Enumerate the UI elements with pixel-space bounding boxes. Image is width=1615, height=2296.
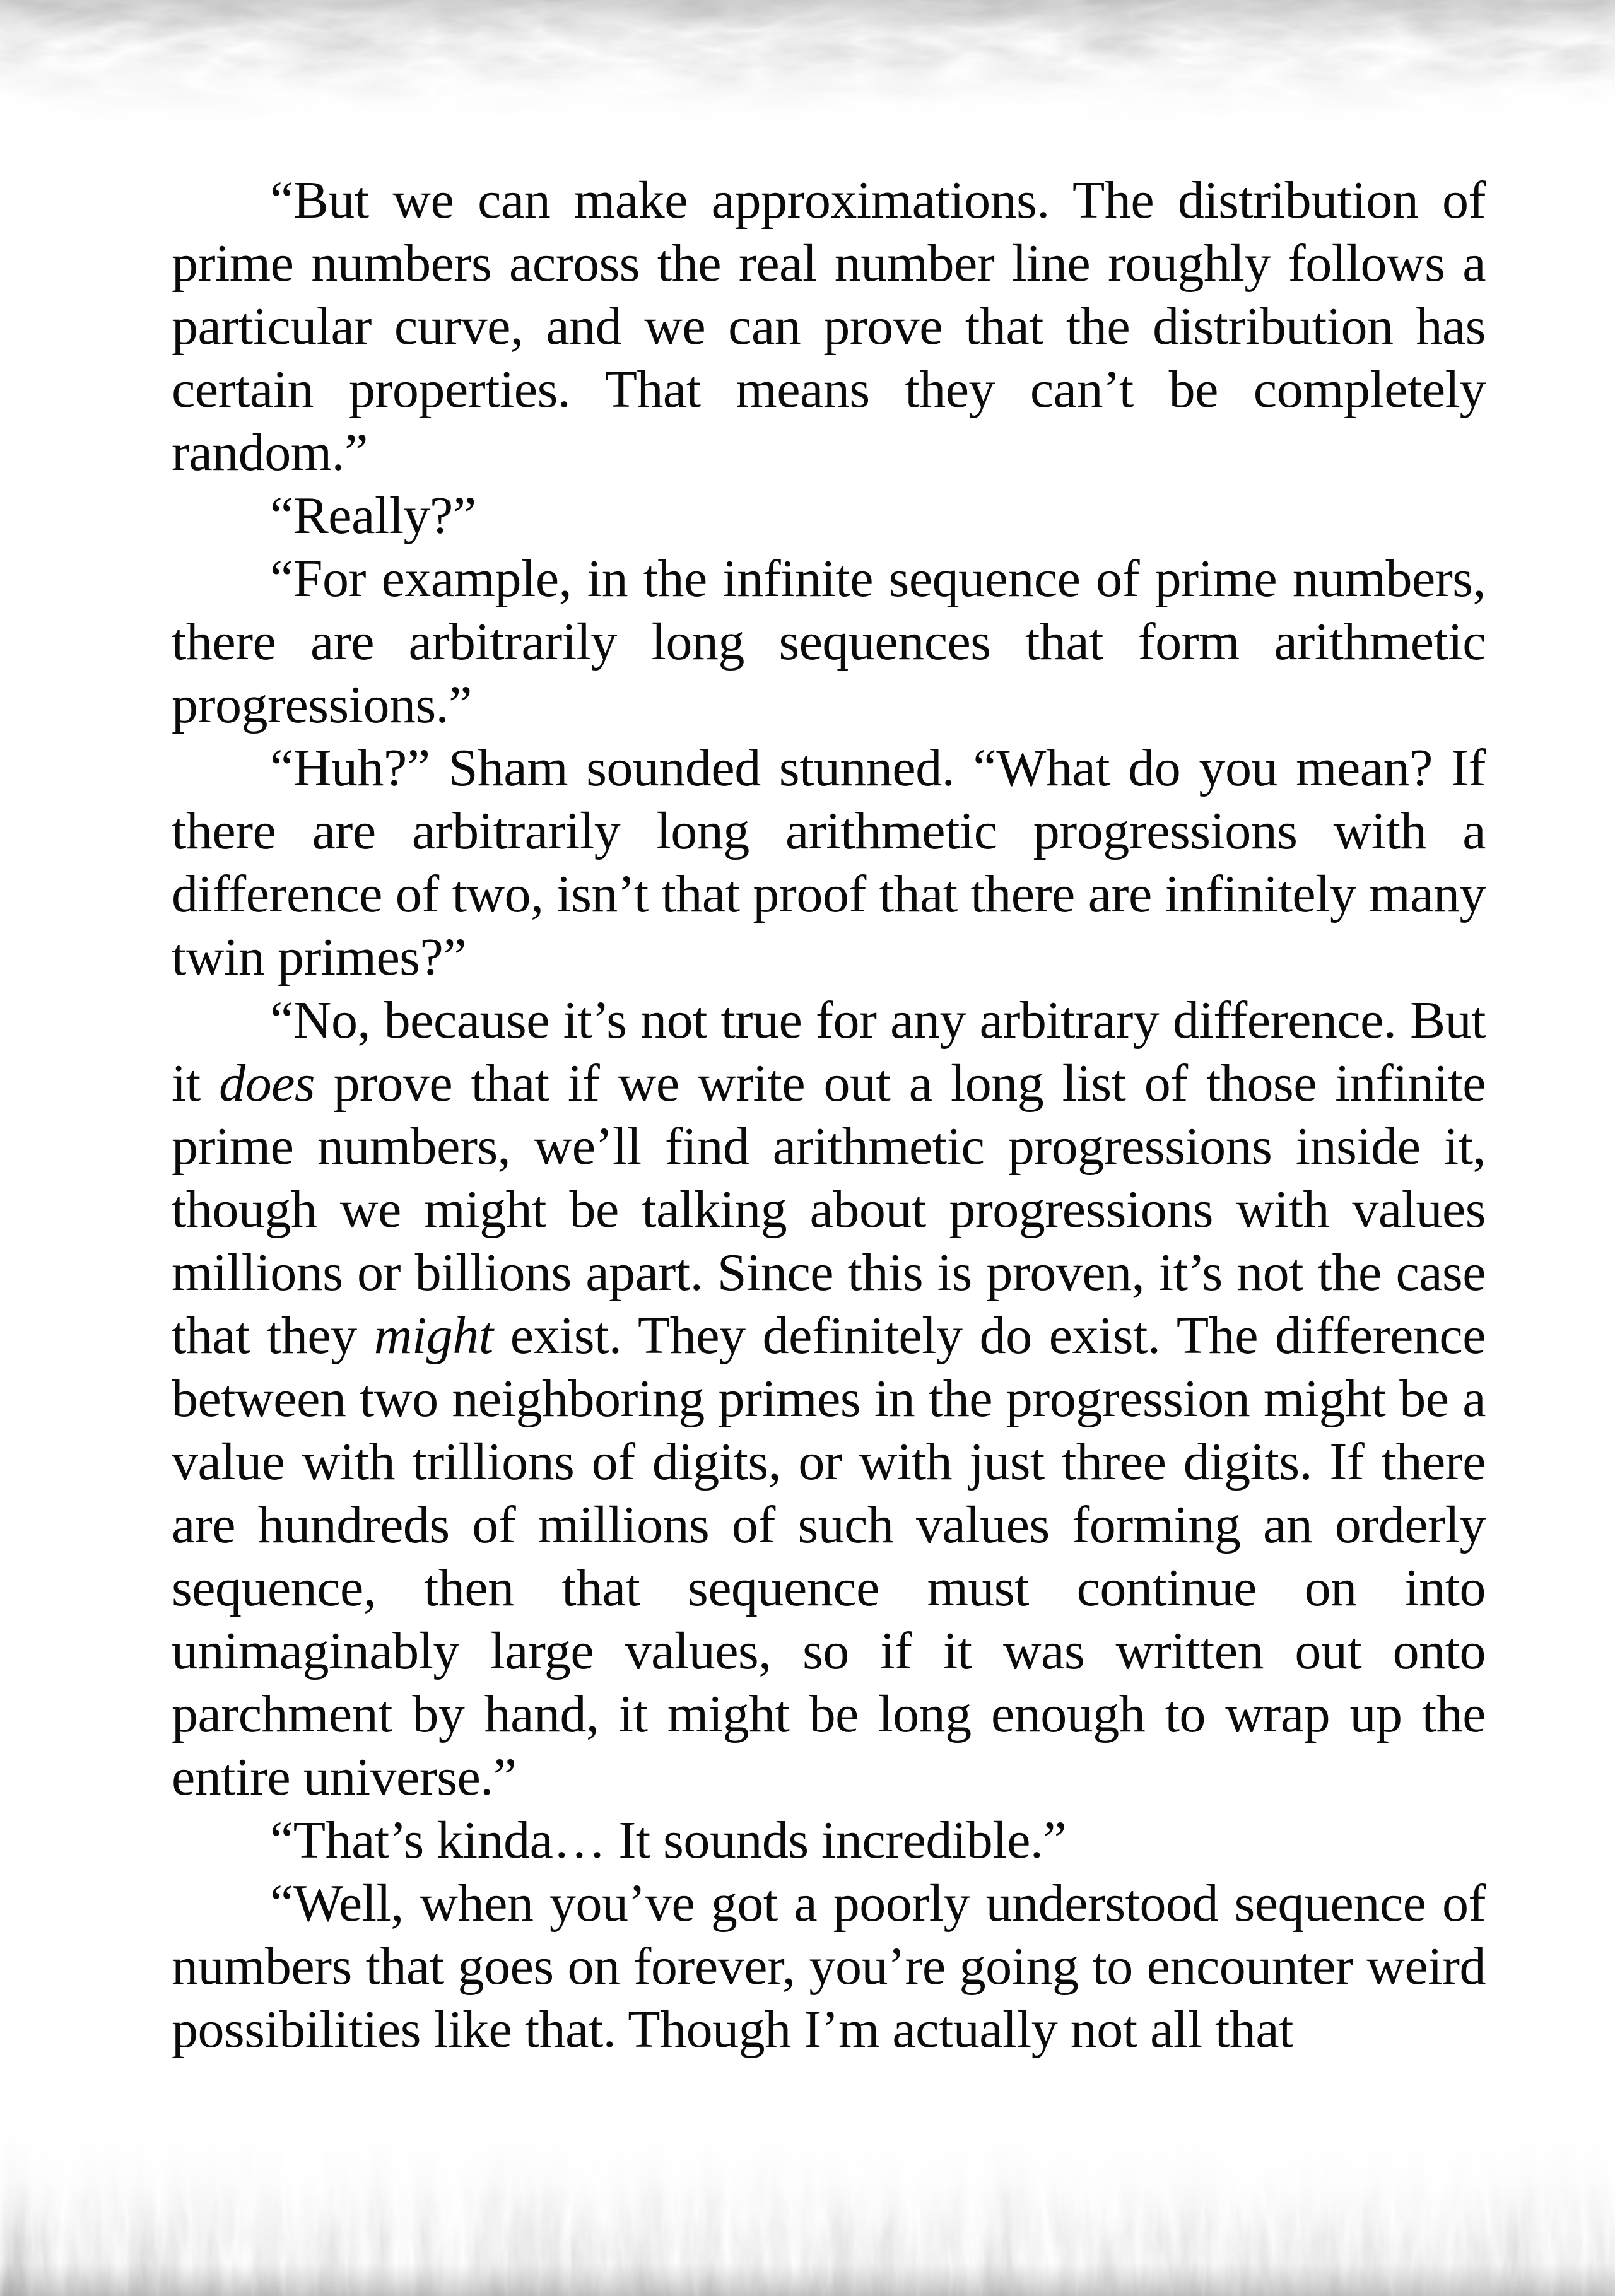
text-run: prove that if we write out a long list of those infinite prime numbers, we’ll find arithmetic progressions inside it, though we might be talking about progressions with values millions or billions apart. Since this is proven, it’s not the case that they	[172, 1054, 1486, 1365]
text-run: “Well, when you’ve got a poorly understood sequence of numbers that goes on forever, you’re going to encounter weird possibilities like that. Though I’m actually not all that	[172, 1874, 1486, 2059]
paragraph	[172, 169, 1486, 484]
text-run: “That’s kinda… It sounds incredible.”	[270, 1811, 1067, 1870]
paragraph	[172, 737, 1486, 989]
paragraph	[172, 989, 1486, 1809]
top-marble-texture	[0, 0, 1615, 123]
text-run: “But we can make approximations. The distribution of prime numbers across the real number line roughly follows a particular curve, and we can prove that the distribution has certain properties. That means they can’t be completely random.”	[172, 171, 1486, 482]
text-column	[172, 169, 1486, 2061]
italic-text: does	[219, 1054, 315, 1113]
text-run: “For example, in the infinite sequence of prime numbers, there are arbitrarily long sequences that form arithmetic progressions.”	[172, 549, 1486, 734]
paragraph	[172, 484, 1486, 548]
text-run: “No, because it’s not true for any arbitrary difference. But it	[172, 991, 1486, 1113]
paragraph	[172, 548, 1486, 737]
paragraph	[172, 1872, 1486, 2061]
italic-text: might	[373, 1306, 493, 1365]
text-run: exist. They definitely do exist. The difference between two neighboring primes in the progression might be a value with trillions of digits, or with just three digits. If there are hundreds of millions of such values forming an orderly sequence, then that sequence must continue on into unimaginably large values, so if it was written out onto parchment by hand, it might be long enough to wrap up the entire universe.”	[172, 1306, 1486, 1807]
text-run: “Really?”	[270, 486, 476, 545]
paragraph	[172, 1809, 1486, 1872]
bottom-marble-texture	[0, 2132, 1615, 2296]
text-run: “Huh?” Sham sounded stunned. “What do you mean? If there are arbitrarily long arithmetic progressions with a difference of two, isn’t that proof that there are infinitely many twin primes?”	[172, 739, 1486, 987]
